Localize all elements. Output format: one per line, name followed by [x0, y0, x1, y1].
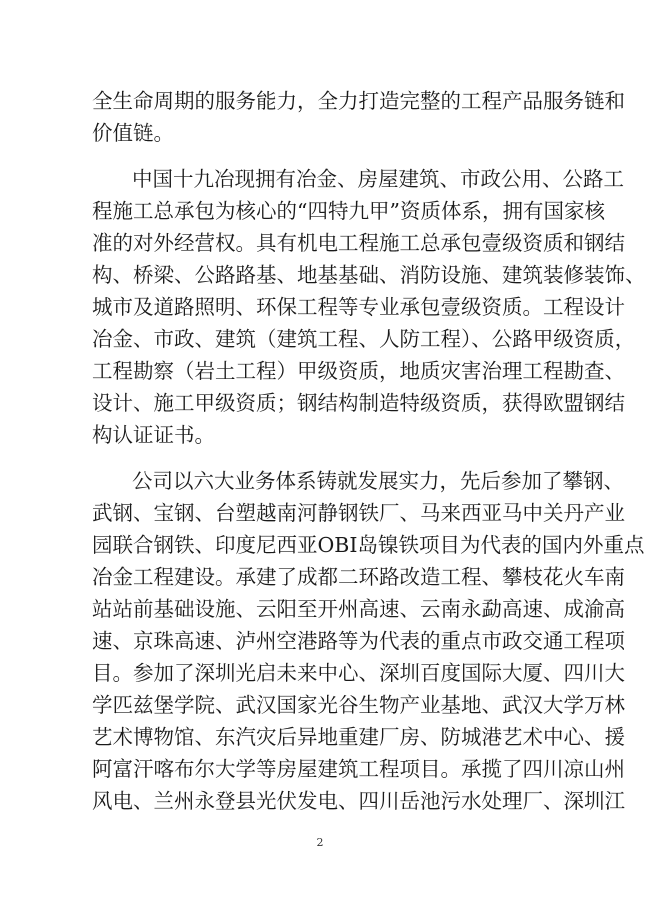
paragraph-2-line-5: 城市及道路照明、环保工程等专业承包壹级资质。工程设计 — [92, 295, 625, 319]
paragraph-3-line-1: 公司以六大业务体系铸就发展实力，先后参加了攀钢、 — [132, 469, 624, 493]
paragraph-2-line-3: 准的对外经营权。具有机电工程施工总承包壹级资质和钢结 — [92, 231, 625, 255]
page-number: 2 — [316, 836, 324, 849]
paragraph-2-line-9: 构认证证书。 — [92, 423, 215, 447]
paragraph-3-line-2: 武钢、宝钢、台塑越南河静钢铁厂、马来西亚马中关丹产业 — [92, 501, 625, 525]
paragraph-3-line-6: 速、京珠高速、泸州空港路等为代表的重点市政交通工程项 — [92, 629, 625, 653]
paragraph-1-line-1: 全生命周期的服务能力，全力打造完整的工程产品服务链和 — [92, 89, 625, 113]
paragraph-2-line-7: 工程勘察（岩土工程）甲级资质，地质灾害治理工程勘查、 — [92, 359, 625, 383]
paragraph-2-line-1: 中国十九冶现拥有冶金、房屋建筑、市政公用、公路工 — [132, 167, 624, 191]
paragraph-3-line-7: 目。参加了深圳光启未来中心、深圳百度国际大厦、四川大 — [92, 661, 625, 685]
paragraph-3-line-4: 冶金工程建设。承建了成都二环路改造工程、攀枝花火车南 — [92, 565, 625, 589]
paragraph-3-line-10: 阿富汗喀布尔大学等房屋建筑工程项目。承揽了四川凉山州 — [92, 757, 625, 781]
paragraph-3-line-11: 风电、兰州永登县光伏发电、四川岳池污水处理厂、深圳江 — [92, 789, 625, 813]
paragraph-2-line-8: 设计、施工甲级资质；钢结构制造特级资质，获得欧盟钢结 — [92, 391, 625, 415]
paragraph-2-line-6: 冶金、市政、建筑（建筑工程、人防工程）、公路甲级资质， — [92, 327, 636, 351]
paragraph-3-line-9: 艺术博物馆、东汽灾后异地重建厂房、防城港艺术中心、援 — [92, 725, 625, 749]
paragraph-3-line-5: 站站前基础设施、云阳至开州高速、云南永勐高速、成渝高 — [92, 597, 625, 621]
paragraph-2-line-4: 构、桥梁、公路路基、地基基础、消防设施、建筑装修装饰、 — [92, 263, 646, 287]
paragraph-3-line-8: 学匹兹堡学院、武汉国家光谷生物产业基地、武汉大学万林 — [92, 693, 625, 717]
paragraph-2-line-2: 程施工总承包为核心的“四特九甲”资质体系，拥有国家核 — [92, 199, 605, 223]
paragraph-3-line-3: 园联合钢铁、印度尼西亚OBI岛镍铁项目为代表的国内外重点 — [92, 533, 645, 557]
paragraph-1-line-2: 价值链。 — [92, 121, 174, 145]
